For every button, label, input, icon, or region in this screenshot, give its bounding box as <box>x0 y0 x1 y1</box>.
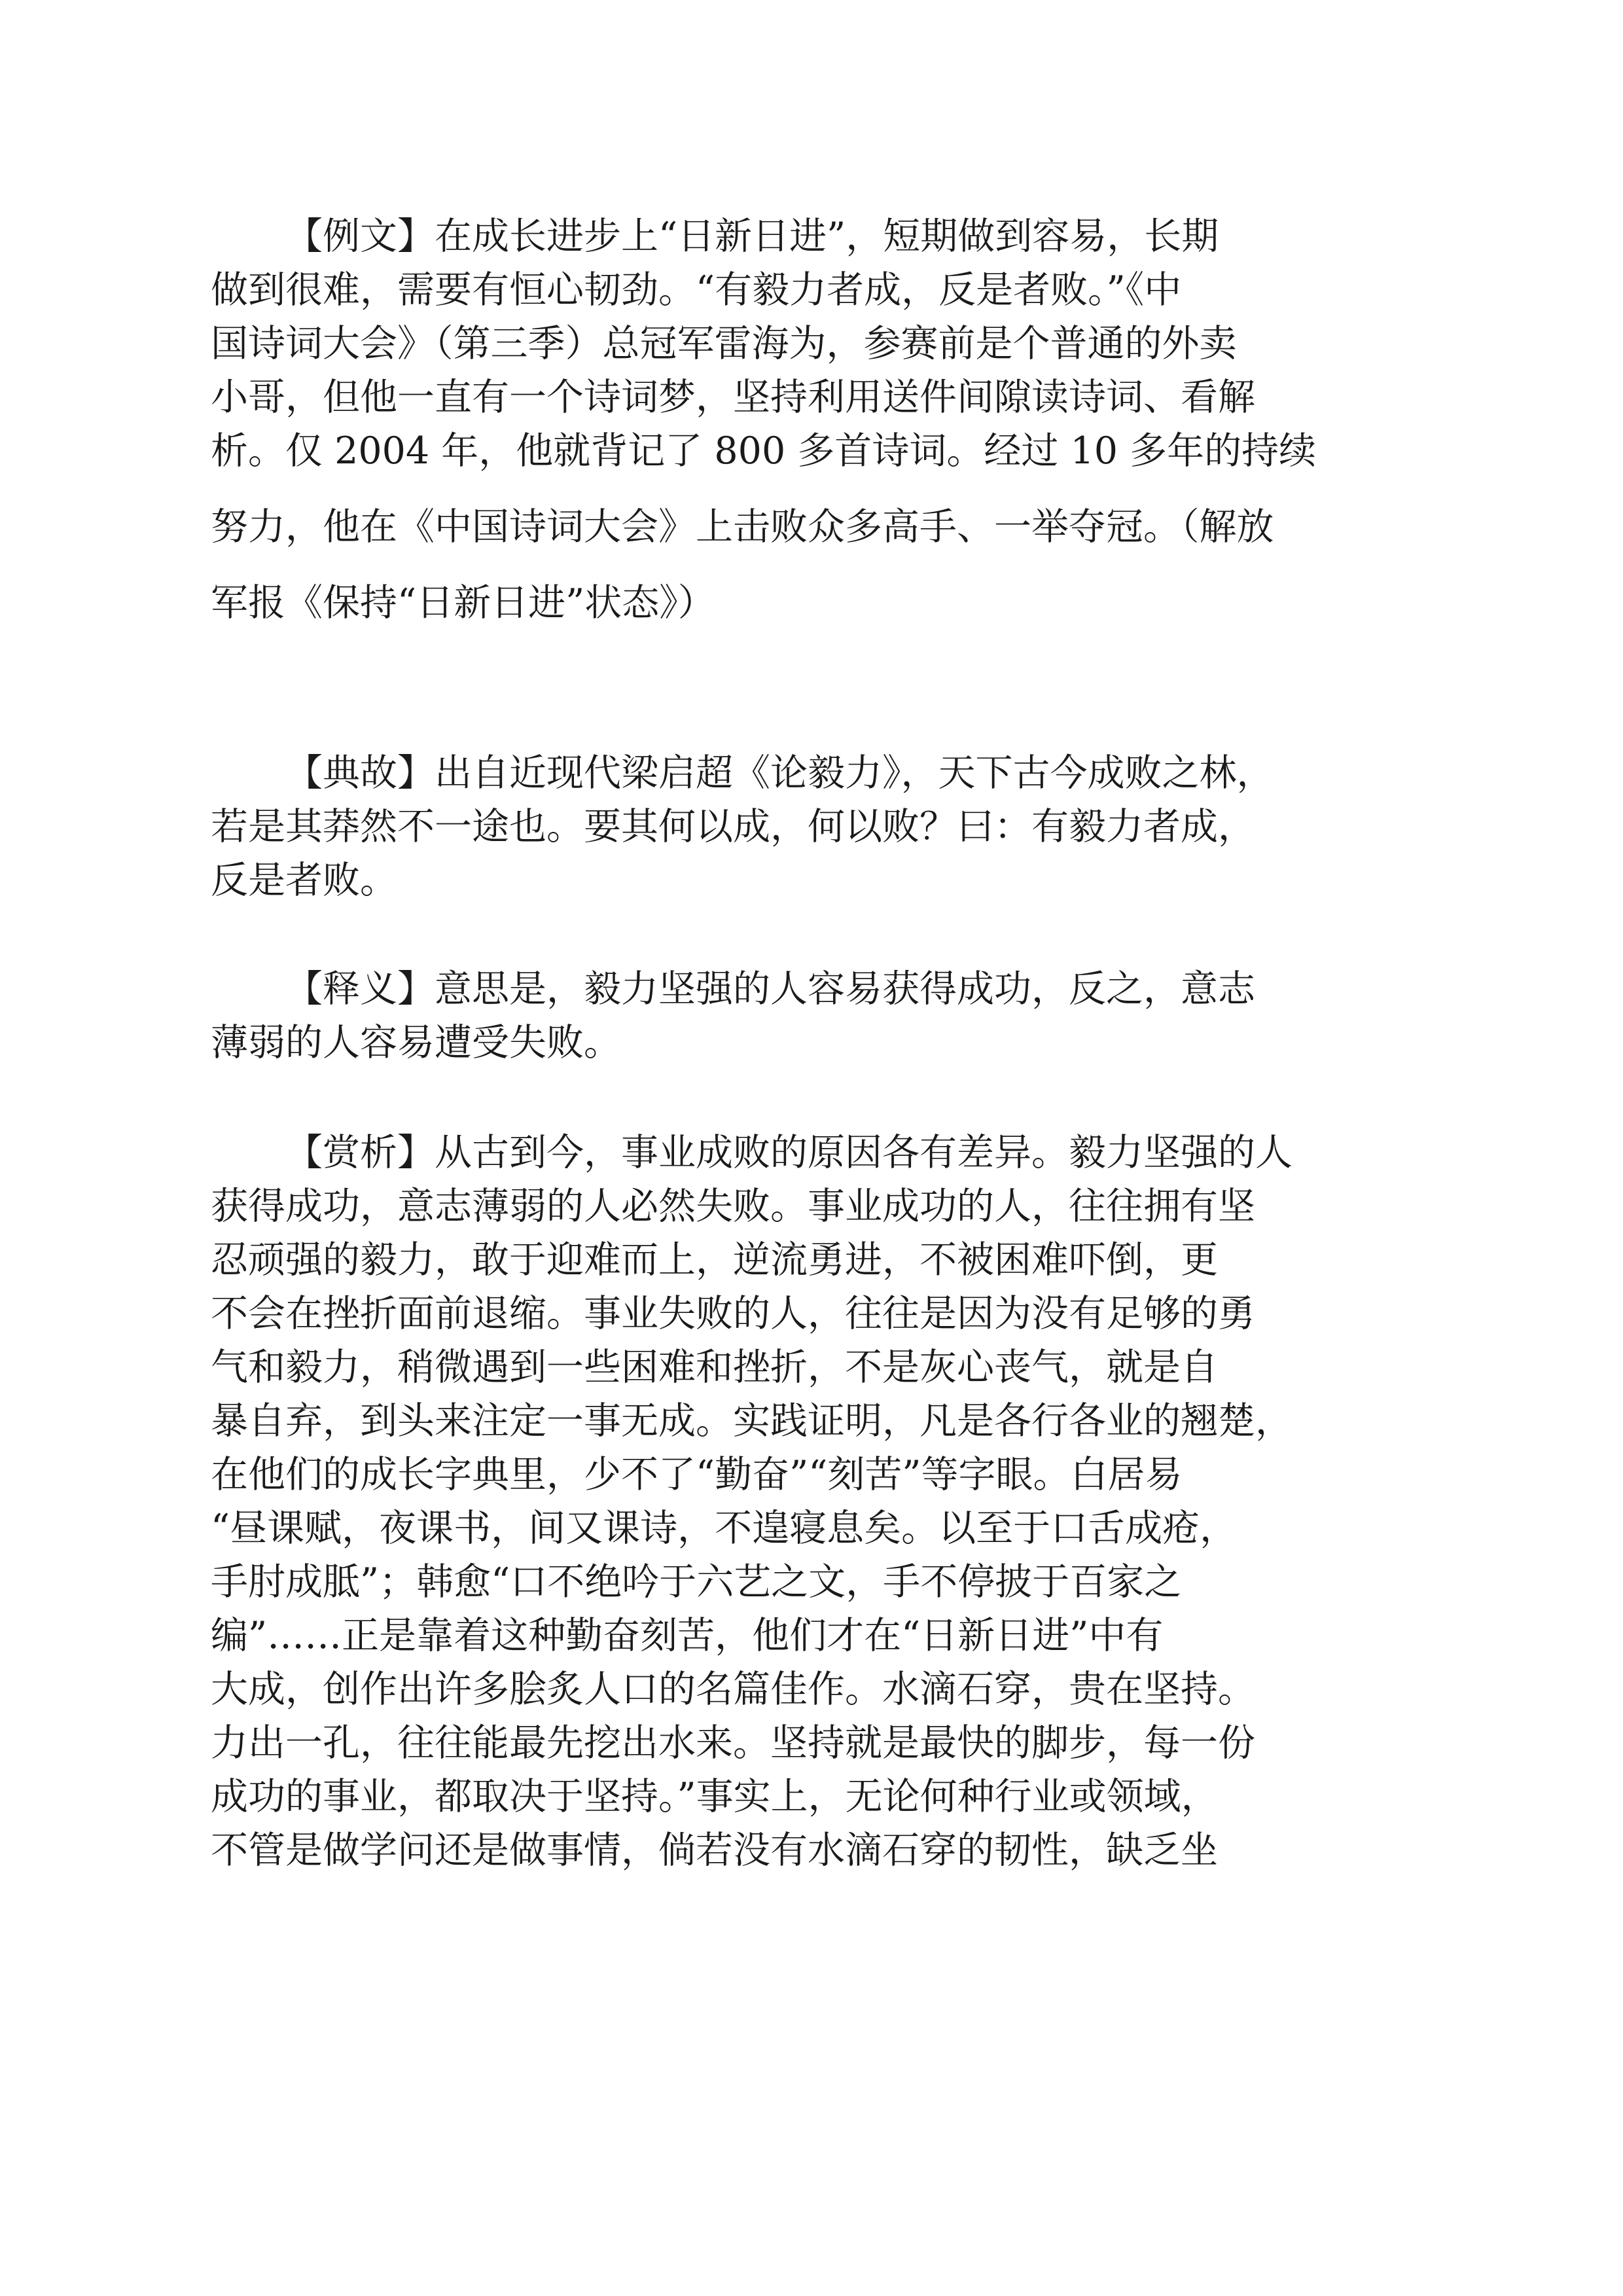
paragraph-allusion <box>211 746 1408 907</box>
paragraph-example <box>211 209 1408 630</box>
text-line: 【例文】在成长进步上“日新日进”，短期做到容易，长期 <box>285 215 1219 258</box>
text-line: 编”……正是靠着这种勤奋刻苦，他们才在“日新日进”中有 <box>211 1614 1164 1657</box>
text-line: 获得成功，意志薄弱的人必然失败。事业成功的人，往往拥有坚 <box>211 1185 1255 1228</box>
paragraph-analysis <box>211 1126 1408 1877</box>
text-line: 大成，创作出许多脍炙人口的名篇佳作。水滴石穿，贵在坚持。 <box>211 1668 1255 1711</box>
text-line: 气和毅力，稍微遇到一些困难和挫折，不是灰心丧气，就是自 <box>211 1346 1218 1389</box>
text-line: 做到很难，需要有恒心韧劲。“有毅力者成，反是者败。”《中 <box>211 268 1182 312</box>
text-line: 反是者败。 <box>211 859 397 902</box>
text-line: 【典故】出自近现代梁启超《论毅力》，天下古今成败之林， <box>285 751 1274 795</box>
text-line: 薄弱的人容易遭受失败。 <box>211 1021 621 1064</box>
text-line: 不会在挫折面前退缩。事业失败的人，往往是因为没有足够的勇 <box>211 1292 1255 1335</box>
text-line: 忍顽强的毅力，敢于迎难而上，逆流勇进，不被困难吓倒，更 <box>211 1238 1218 1282</box>
text-line: “昼课赋，夜课书，间又课诗，不遑寝息矣。以至于口舌成疮， <box>211 1507 1238 1550</box>
text-line: 暴自弃，到头来注定一事无成。实践证明，凡是各行各业的翘楚， <box>211 1399 1293 1443</box>
text-line: 析。仅 2004 年，他就背记了 800 多首诗词。经过 10 多年的持续 <box>211 429 1317 473</box>
text-line: 力出一孔，往往能最先挖出水来。坚持就是最快的脚步，每一份 <box>211 1721 1255 1765</box>
text-line: 军报《保持“日新日进”状态》） <box>211 581 715 624</box>
text-line: 在他们的成长字典里，少不了“勤奋”“刻苦”等字眼。白居易 <box>211 1453 1183 1496</box>
text-line: 【赏析】从古到今，事业成败的原因各有差异。毅力坚强的人 <box>285 1131 1293 1174</box>
text-line: 努力，他在《中国诗词大会》上击败众多高手、一举夺冠。（解放 <box>211 505 1274 548</box>
text-line: 成功的事业，都取决于坚持。”事实上，无论何种行业或领域， <box>211 1775 1219 1818</box>
text-line: 手肘成胝”；韩愈“口不绝吟于六艺之文，手不停披于百家之 <box>211 1560 1182 1604</box>
text-line: 若是其莽然不一途也。要其何以成，何以败？曰：有毅力者成， <box>211 805 1255 848</box>
paragraph-meaning <box>211 962 1408 1069</box>
text-line: 【释义】意思是，毅力坚强的人容易获得成功，反之，意志 <box>285 967 1255 1011</box>
text-line: 国诗词大会》（第三季）总冠军雷海为，参赛前是个普通的外卖 <box>211 322 1237 365</box>
text-line: 小哥，但他一直有一个诗词梦，坚持利用送件间隙读诗词、看解 <box>211 376 1255 419</box>
text-line: 不管是做学问还是做事情，倘若没有水滴石穿的韧性，缺乏坐 <box>211 1829 1218 1872</box>
